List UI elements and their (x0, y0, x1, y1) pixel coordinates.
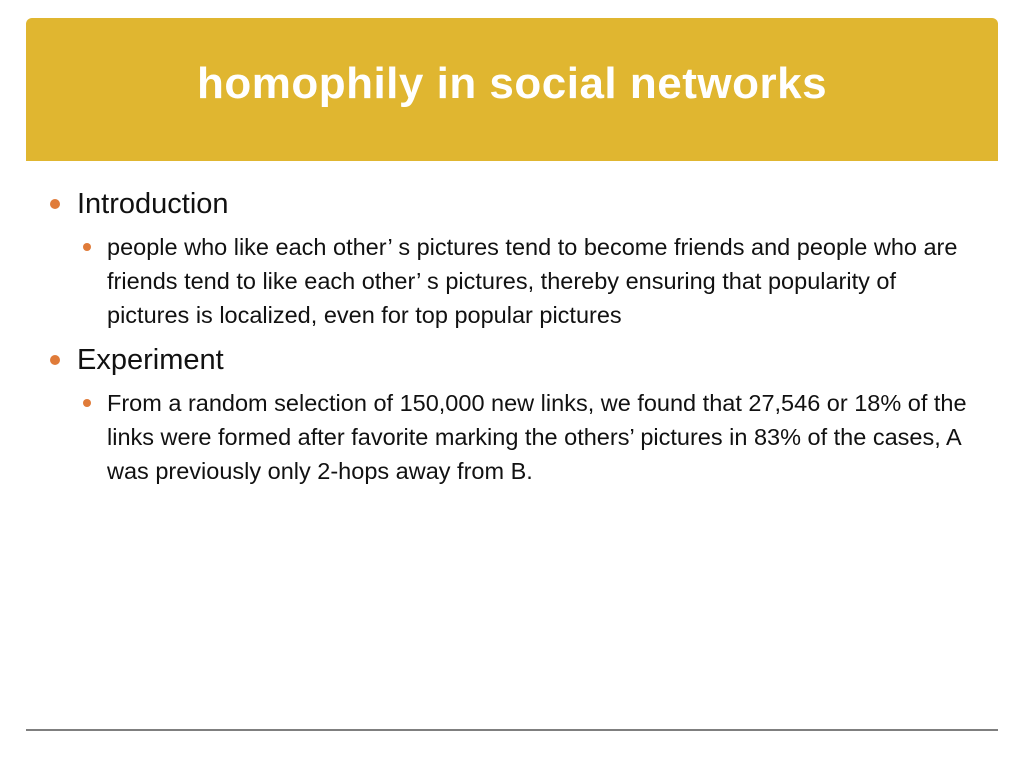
section-heading-label: Experiment (77, 344, 224, 376)
slide-title: homophily in social networks (196, 58, 828, 108)
section-heading-label: Introduction (77, 188, 229, 220)
bullet-icon (50, 355, 60, 365)
section-heading-introduction (48, 186, 978, 222)
bullet-icon (50, 199, 60, 209)
bullet-icon (83, 243, 91, 251)
section-body-introduction (48, 230, 978, 332)
section-body-experiment (48, 386, 978, 488)
slide-content (48, 186, 978, 498)
bullet-icon (83, 399, 91, 407)
footer-divider (26, 729, 998, 731)
title-bar (26, 18, 998, 161)
section-body-text: people who like each other’ s pictures tend to become friends and people who are friends tend to like each other’ s pictures, thereby ensuring that popularity of pictures is localized, even for top popular pictures (107, 234, 958, 328)
section-body-text: From a random selection of 150,000 new links, we found that 27,546 or 18% of the links were formed after favorite marking the others’ pictures in 83% of the cases, A was previously only 2-hops away from B. (107, 390, 967, 484)
section-heading-experiment (48, 342, 978, 378)
